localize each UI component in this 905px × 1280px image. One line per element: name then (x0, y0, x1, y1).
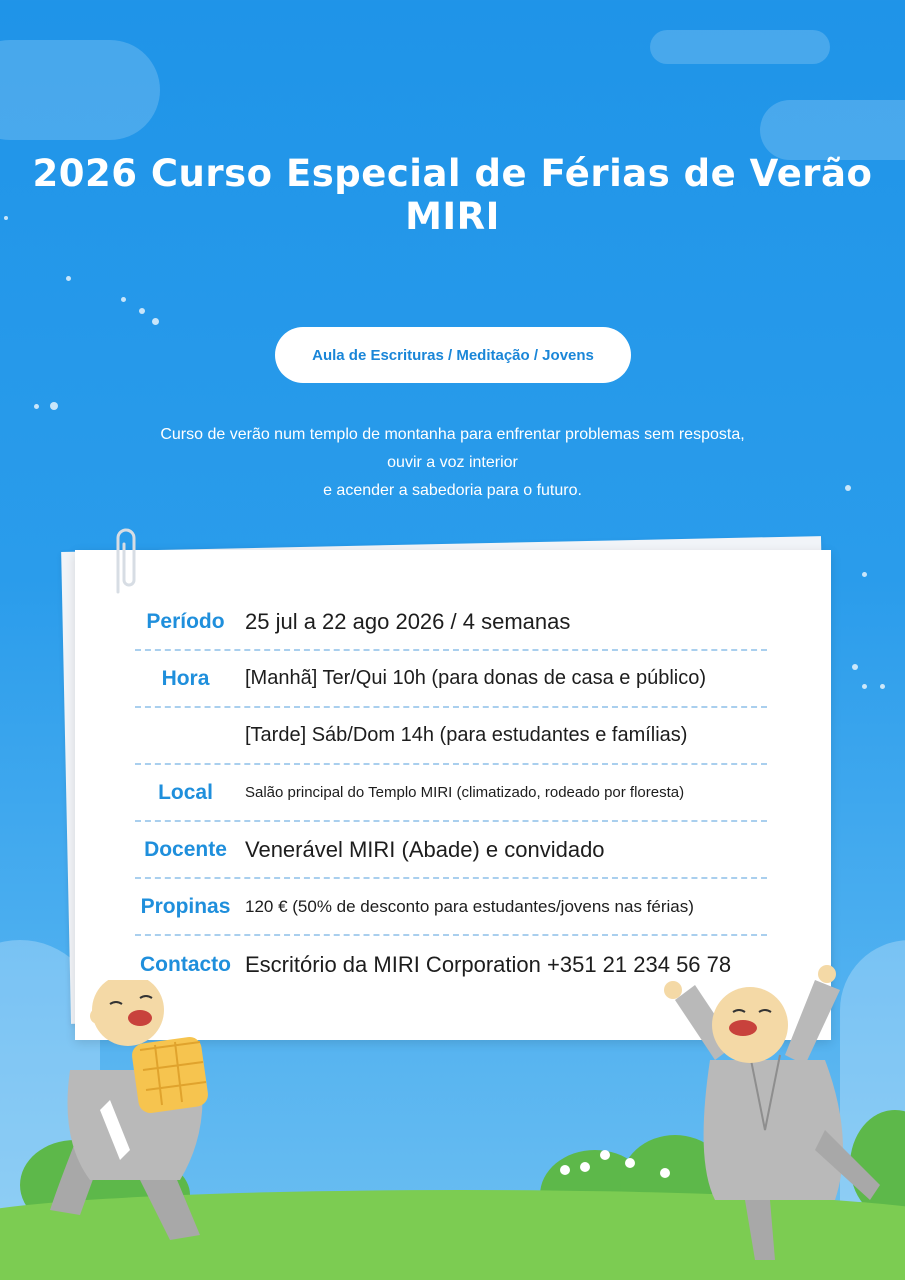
intro-line: Curso de verão num templo de montanha para enfrentar problemas sem resposta, (160, 426, 745, 443)
intro-text (0, 421, 905, 505)
flower-decoration (580, 1162, 590, 1172)
sparkle-dot (880, 684, 885, 689)
cloud-decoration (0, 40, 160, 140)
teacher-value: Venerável MIRI (Abade) e convidado (245, 836, 605, 862)
intro-line: ouvir a voz interior (387, 454, 518, 471)
time-value-morning: [Manhã] Ter/Qui 10h (para donas de casa e público) (245, 667, 707, 689)
place-label: Local (158, 780, 213, 804)
sparkle-dot (152, 318, 159, 325)
flower-decoration (625, 1158, 635, 1168)
time-label: Hora (161, 666, 210, 690)
sparkle-dot (50, 402, 58, 410)
sparkle-dot (139, 308, 145, 314)
place-row (135, 765, 767, 822)
fee-label: Propinas (140, 894, 231, 918)
teacher-label: Docente (144, 837, 227, 861)
place-value: Salão principal do Templo MIRI (climatizado, rodeado por floresta) (245, 784, 685, 801)
page-title: 2026 Curso Especial de Férias de Verão MIRI (32, 152, 873, 238)
paperclip-icon (106, 522, 142, 600)
fee-row (135, 879, 767, 936)
contact-value: Escritório da MIRI Corporation +351 21 234 56 78 (245, 951, 732, 977)
monk-illustration (40, 980, 240, 1270)
period-value: 25 jul a 22 ago 2026 / 4 semanas (245, 608, 571, 634)
sparkle-dot (862, 572, 867, 577)
sparkle-dot (862, 684, 867, 689)
time-row (135, 651, 767, 708)
flower-decoration (560, 1165, 570, 1175)
monk-illustration (655, 960, 885, 1270)
time-row-afternoon (135, 708, 767, 765)
period-row (135, 594, 767, 651)
sparkle-dot (66, 276, 71, 281)
sparkle-dot (852, 664, 858, 670)
intro-line: e acender a sabedoria para o futuro. (323, 482, 582, 499)
time-value-afternoon: [Tarde] Sáb/Dom 14h (para estudantes e famílias) (245, 724, 688, 746)
sparkle-dot (121, 297, 126, 302)
topic-badge: Aula de Escrituras / Meditação / Jovens (275, 327, 631, 383)
teacher-row (135, 822, 767, 879)
fee-value: 120 € (50% de desconto para estudantes/jovens nas férias) (245, 896, 694, 916)
flower-decoration (600, 1150, 610, 1160)
period-label: Período (146, 609, 225, 633)
sparkle-dot (34, 404, 39, 409)
cloud-decoration (760, 100, 905, 160)
cloud-decoration (650, 30, 830, 64)
contact-label: Contacto (140, 952, 231, 976)
